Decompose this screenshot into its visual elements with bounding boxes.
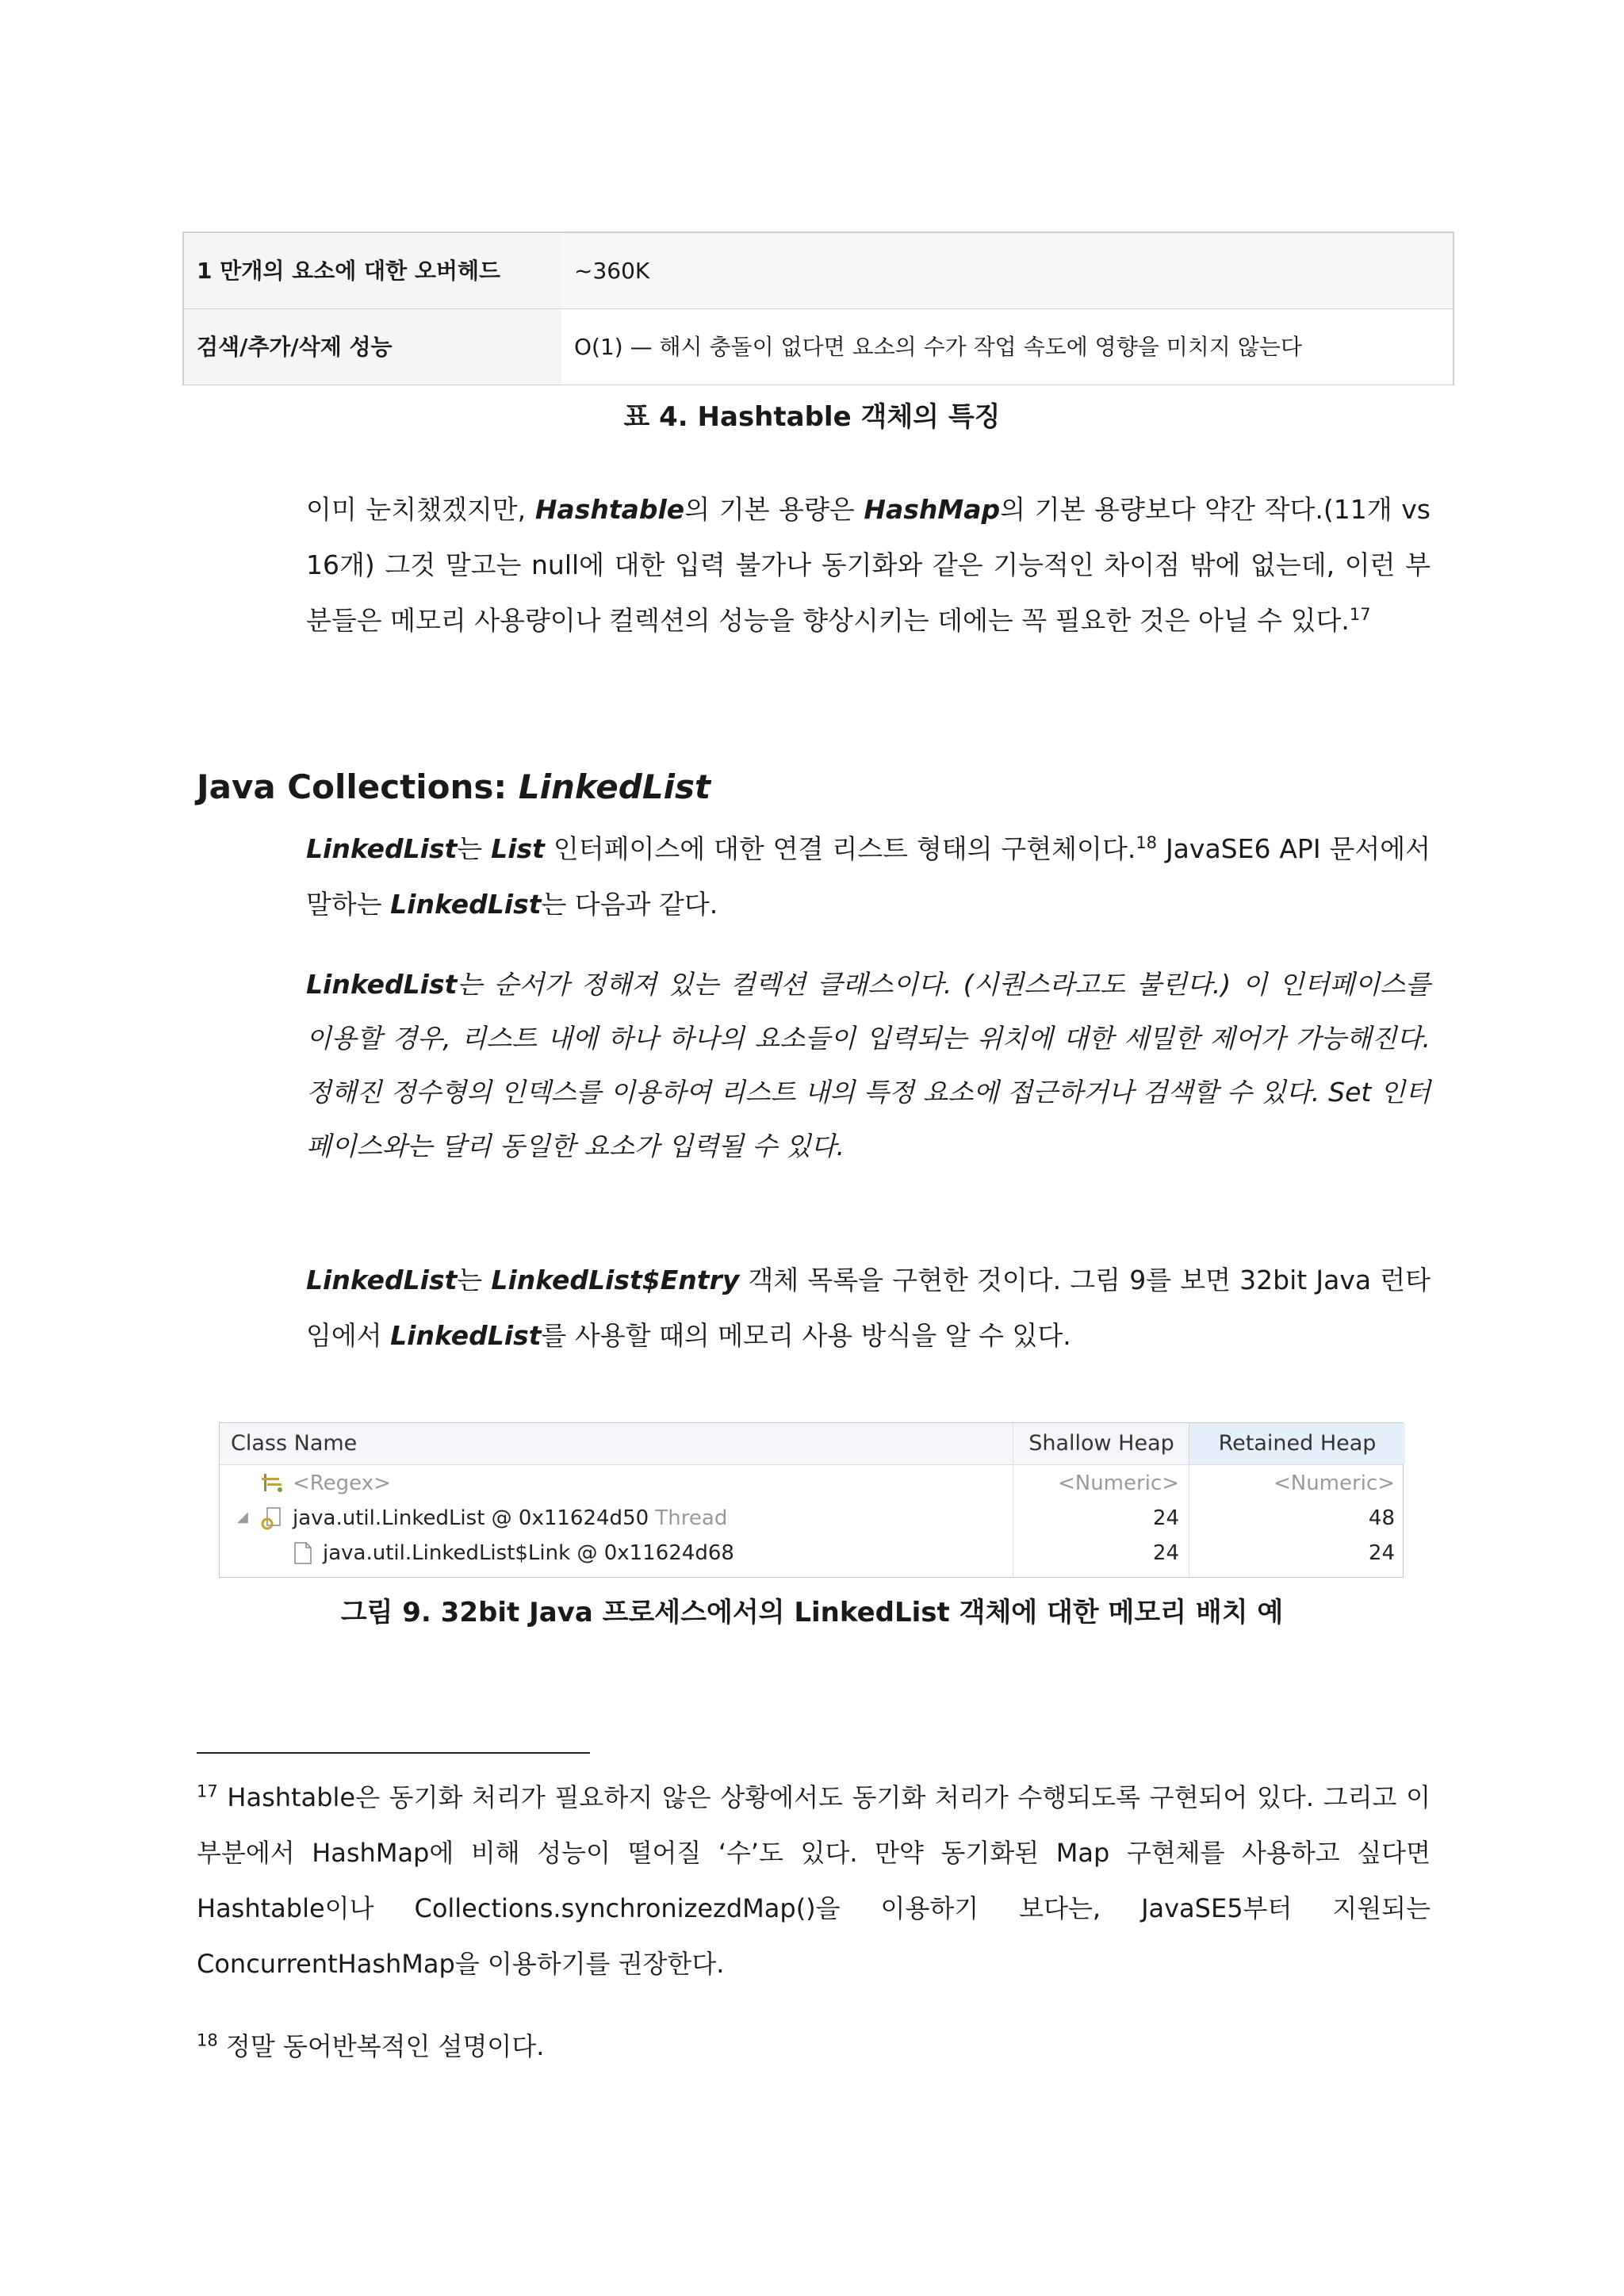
table-key: 1 만개의 요소에 대한 오버헤드 (184, 233, 561, 308)
section-heading (197, 767, 710, 806)
figure-caption: 그림 9. 32bit Java 프로세스에서의 LinkedList 객체에 대한 메모리 배치 예 (340, 1597, 1284, 1628)
emphasis: LinkedList (306, 1265, 458, 1295)
footnote-text: 정말 동어반복적인 설명이다. (225, 2031, 545, 2061)
table-caption: 표 4. Hashtable 객체의 특징 (623, 401, 1001, 433)
footnote-ref[interactable]: 17 (1349, 605, 1371, 624)
expand-arrow-icon[interactable]: ◢ (237, 1509, 248, 1525)
table-value: O(1) — 해시 충돌이 없다면 요소의 수가 작업 속도에 영향을 미치지 않는다 (561, 309, 1453, 385)
emphasis: LinkedList (390, 889, 542, 920)
footnote-number: 17 (197, 1781, 218, 1801)
heap-analyzer-screenshot (219, 1422, 1404, 1578)
column-header-shallow-heap[interactable]: Shallow Heap (1013, 1423, 1189, 1464)
column-header-class-name[interactable]: Class Name (231, 1431, 358, 1456)
link-object-icon (293, 1541, 313, 1571)
retained-heap-value: 24 (1368, 1541, 1395, 1565)
heading-emphasis: LinkedList (518, 767, 711, 806)
text: 는 순서가 정해져 있는 컬렉션 클래스이다. (시퀀스라고도 불린다.) 이 인터페이스를 이용할 경우, 리스트 내에 하나 하나의 요소들이 입력되는 위치에 대한 세밀한 제어가 가능해진다. 정해진 정수형의 인덱스를 이용하여 리스트 내의 특정 요소에 접근하거나 검색할 수 있다. Set 인터페이스와는 달리 동일한 요소가 입력될 수 있다. (306, 969, 1431, 1161)
api-doc-quote (306, 958, 1431, 1173)
object-extra: Thread (655, 1506, 728, 1530)
shallow-heap-value: 24 (1152, 1506, 1179, 1530)
table-row (184, 233, 1453, 310)
heading-text: Java Collections: (197, 767, 519, 806)
text: 객체 목록을 구현한 것이다. 그림 9를 보면 32bit Java 런타임에서 (306, 1265, 1431, 1351)
table-value: ~360K (561, 233, 1453, 308)
text: 를 사용할 때의 메모리 사용 방식을 알 수 있다. (541, 1320, 1071, 1351)
object-name (293, 1506, 727, 1530)
numeric-filter-retained[interactable]: <Numeric> (1273, 1471, 1395, 1495)
text: JavaSE6 API 문서에서 말하는 (306, 833, 1431, 920)
text: 는 (457, 833, 492, 864)
footnote-17 (197, 1770, 1431, 1992)
paragraph-hashtable-capacity (306, 482, 1431, 649)
object-address: java.util.LinkedList @ 0x11624d50 (293, 1506, 649, 1530)
text: 인터페이스에 대한 연결 리스트 형태의 구현체이다. (544, 833, 1136, 864)
text: 는 다음과 같다. (541, 889, 718, 920)
table-row[interactable] (220, 1501, 1403, 1536)
table-row[interactable] (220, 1536, 1403, 1571)
emphasis: LinkedList$Entry (491, 1265, 740, 1295)
hashtable-characteristics-table (182, 232, 1454, 385)
paragraph-linkedlist-entry (306, 1253, 1431, 1364)
emphasis: HashMap (864, 494, 1001, 525)
table-row (184, 309, 1453, 385)
shallow-heap-value: 24 (1152, 1541, 1179, 1565)
emphasis: LinkedList (306, 833, 458, 864)
footnote-text: Hashtable은 동기화 처리가 필요하지 않은 상황에서도 동기화 처리가 수행되도록 구현되어 있다. 그리고 이 부분에서 HashMap에 비해 성능이 떨어질 ‘수’도 있다. 만약 동기화된 Map 구현체를 사용하고 싶다면 Hashtable이나 Collections.synchronizezdMap()을 이용하기 보다는, JavaSE5부터 지원되는 ConcurrentHashMap을 이용하기를 권장한다. (197, 1782, 1431, 1979)
footnote-divider (197, 1752, 590, 1754)
table-key: 검색/추가/삭제 성능 (184, 309, 561, 385)
text: 이미 눈치챘겠지만, (306, 494, 535, 525)
footnote-number: 18 (197, 2030, 218, 2050)
emphasis: Hashtable (534, 494, 685, 525)
paragraph-linkedlist-intro (306, 821, 1431, 932)
emphasis: LinkedList (390, 1320, 542, 1351)
linkedlist-object-icon (261, 1506, 285, 1536)
object-name: java.util.LinkedList$Link @ 0x11624d68 (323, 1541, 734, 1565)
numeric-filter-shallow[interactable]: <Numeric> (1057, 1471, 1179, 1495)
footnote-ref[interactable]: 18 (1136, 833, 1158, 852)
emphasis: List (491, 833, 545, 864)
emphasis: LinkedList (306, 969, 458, 1000)
regex-filter-row[interactable] (220, 1466, 1403, 1501)
text: 는 (457, 1265, 492, 1295)
text: 의 기본 용량은 (684, 494, 864, 525)
footnote-18 (197, 2019, 1431, 2074)
regex-filter-input[interactable]: <Regex> (293, 1471, 391, 1495)
retained-heap-value: 48 (1368, 1506, 1395, 1530)
column-header-retained-heap[interactable]: Retained Heap (1189, 1423, 1405, 1464)
column-header-row (220, 1423, 1403, 1465)
regex-filter-icon (261, 1471, 285, 1499)
text: 의 기본 용량보다 약간 작다.(11개 vs 16개) 그것 말고는 null에 대한 입력 불가나 동기화와 같은 기능적인 차이점 밖에 없는데, 이런 부분들은 메모리 사용량이나 컬렉션의 성능을 향상시키는 데에는 꼭 필요한 것은 아닐 수 있다. (306, 494, 1431, 636)
